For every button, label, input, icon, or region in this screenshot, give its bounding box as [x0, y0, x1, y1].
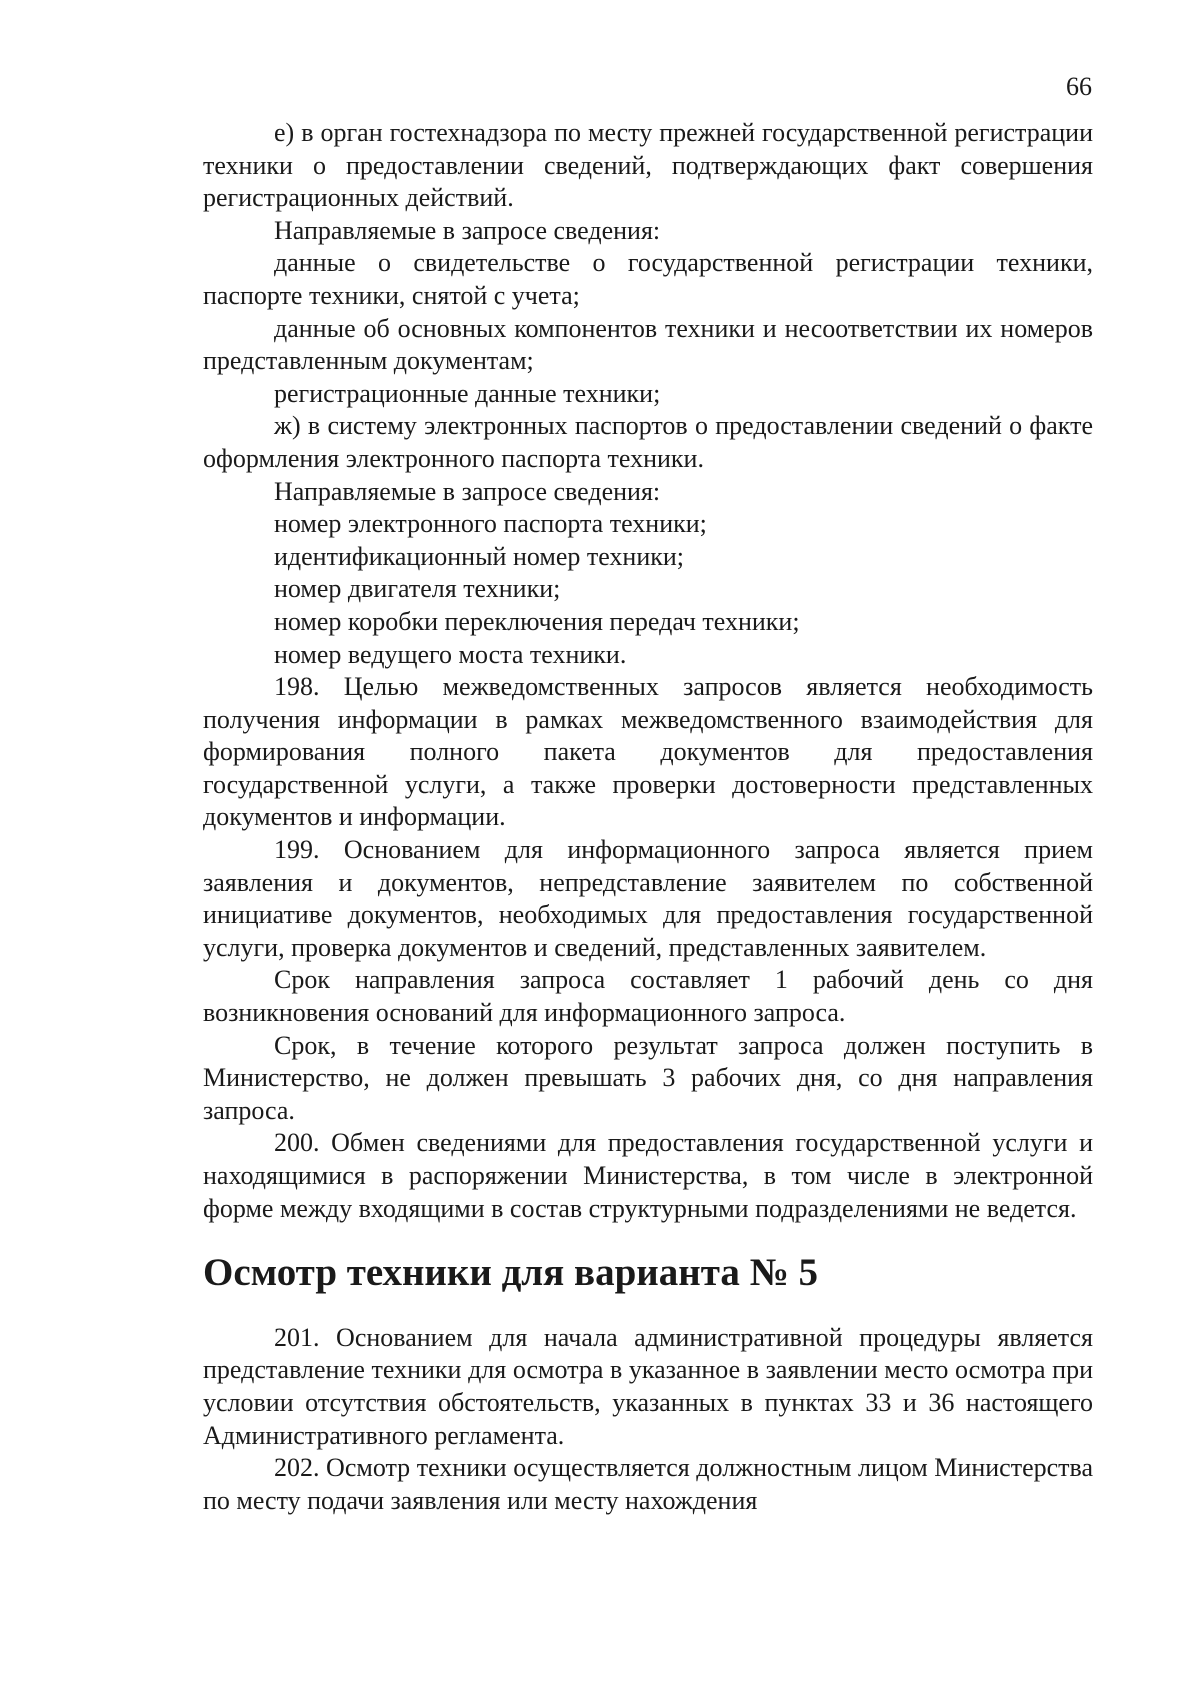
- paragraph: номер ведущего моста техники.: [274, 639, 627, 669]
- paragraph-202: 202. Осмотр техники осуществляется должностным лицом Министерства по месту подачи заявления или месту нахождения: [203, 1453, 1093, 1515]
- page-number: 66: [1066, 72, 1092, 101]
- paragraph: регистрационные данные техники;: [274, 378, 661, 408]
- paragraph: данные об основных компонентов техники и несоответствии их номеров представленным документам;: [203, 313, 1093, 376]
- paragraph: номер двигателя техники;: [274, 574, 561, 604]
- paragraph: данные о свидетельстве о государственной регистрации техники, паспорте техники, снятой с учета;: [203, 248, 1093, 310]
- paragraph: Срок направления запроса составляет 1 рабочий день со дня возникновения оснований для информационного запроса.: [203, 965, 1093, 1028]
- paragraph: Срок, в течение которого результат запроса должен поступить в Министерство, не должен превышать 3 рабочих дня, со дня направления запроса.: [203, 1030, 1093, 1125]
- paragraph: Направляемые в запросе сведения:: [274, 476, 661, 506]
- paragraph-200: 200. Обмен сведениями для предоставления государственной услуги и находящимися в распоряжении Министерства, в том числе в электронной форме между входящими в состав структурными подразделениями не ведется.: [203, 1128, 1093, 1223]
- paragraph: Направляемые в запросе сведения:: [274, 215, 661, 245]
- paragraph-199: 199. Основанием для информационного запроса является прием заявления и документов, непредставление заявителем по собственной инициативе документов, необходимых для предоставления государственной услуги, проверка документов и сведений, представленных заявителем.: [203, 835, 1093, 962]
- paragraph-198: 198. Целью межведомственных запросов является необходимость получения информации в рамках межведомственного взаимодействия для формирования полного пакета документов для предоставления государственной услуги, а также проверки достоверности представленных документов и информации.: [203, 672, 1093, 832]
- paragraph: ж) в систему электронных паспортов о предоставлении сведений о факте оформления электронного паспорта техники.: [203, 411, 1093, 473]
- paragraph-201: 201. Основанием для начала административной процедуры является представление техники для осмотра в указанное в заявлении место осмотра при условии отсутствия обстоятельств, указанных в пунктах 33 и 36 настоящего Административного регламента.: [203, 1322, 1093, 1450]
- paragraph: е) в орган гостехнадзора по месту прежней государственной регистрации техники о предоставлении сведений, подтверждающих факт совершения регистрационных действий.: [203, 118, 1093, 213]
- paragraph: номер коробки переключения передач техники;: [274, 606, 800, 636]
- section-heading: Осмотр техники для варианта № 5: [203, 1251, 819, 1295]
- paragraph: номер электронного паспорта техники;: [274, 509, 707, 539]
- paragraph: идентификационный номер техники;: [274, 541, 685, 571]
- document-body: [203, 117, 1093, 1517]
